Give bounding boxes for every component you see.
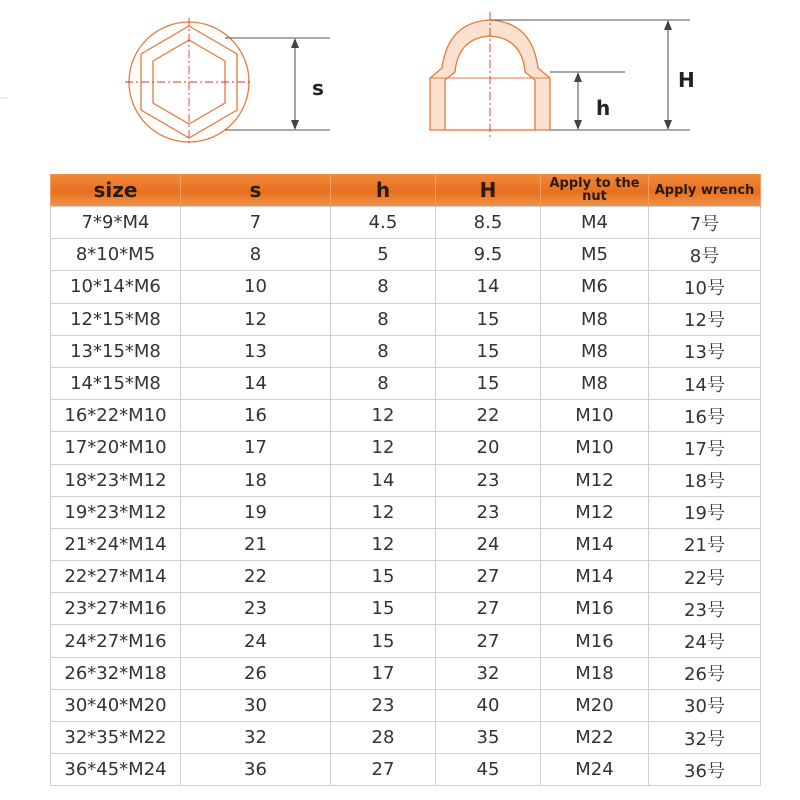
table-row xyxy=(51,496,761,528)
h-cell: 23 xyxy=(331,689,436,721)
nut-cell: M24 xyxy=(541,754,649,786)
h-cell: 15 xyxy=(331,593,436,625)
nut-cell: M8 xyxy=(541,303,649,335)
nut-cell: M10 xyxy=(541,400,649,432)
s-cell: 23 xyxy=(181,593,331,625)
H-cell: 40 xyxy=(436,689,541,721)
table-row xyxy=(51,464,761,496)
table-row xyxy=(51,239,761,271)
h-cell: 8 xyxy=(331,367,436,399)
spec-table xyxy=(50,174,761,786)
h-cell: 28 xyxy=(331,722,436,754)
size-cell: 8*10*M5 xyxy=(51,239,181,271)
table-row xyxy=(51,303,761,335)
H-cell: 15 xyxy=(436,367,541,399)
size-cell: 30*40*M20 xyxy=(51,689,181,721)
s-cell: 16 xyxy=(181,400,331,432)
h-cell: 14 xyxy=(331,464,436,496)
s-cell: 26 xyxy=(181,657,331,689)
wrench-cell: 18号 xyxy=(649,464,761,496)
table-row xyxy=(51,722,761,754)
technical-drawings xyxy=(0,0,800,170)
size-cell: 14*15*M8 xyxy=(51,367,181,399)
H-cell: 27 xyxy=(436,625,541,657)
h-cell: 8 xyxy=(331,271,436,303)
s-cell: 12 xyxy=(181,303,331,335)
table-row xyxy=(51,657,761,689)
table-row xyxy=(51,754,761,786)
nut-cell: M12 xyxy=(541,496,649,528)
size-cell: 23*27*M16 xyxy=(51,593,181,625)
header-size: size xyxy=(51,174,181,207)
header-apply-wrench: Apply wrench xyxy=(649,174,761,207)
table-row xyxy=(51,625,761,657)
dimension-label-h: h xyxy=(596,96,611,120)
header-apply-to-nut: Apply to the nut xyxy=(541,174,649,207)
nut-cell: M10 xyxy=(541,432,649,464)
s-cell: 32 xyxy=(181,722,331,754)
dimension-label-s: s xyxy=(312,76,324,100)
nut-cell: M8 xyxy=(541,335,649,367)
H-cell: 8.5 xyxy=(436,207,541,239)
size-cell: 36*45*M24 xyxy=(51,754,181,786)
table-row xyxy=(51,271,761,303)
H-cell: 22 xyxy=(436,400,541,432)
h-cell: 12 xyxy=(331,496,436,528)
wrench-cell: 17号 xyxy=(649,432,761,464)
table-row xyxy=(51,593,761,625)
H-cell: 35 xyxy=(436,722,541,754)
nut-cell: M16 xyxy=(541,625,649,657)
H-cell: 27 xyxy=(436,593,541,625)
H-cell: 45 xyxy=(436,754,541,786)
nut-cell: M4 xyxy=(541,207,649,239)
s-cell: 17 xyxy=(181,432,331,464)
size-cell: 19*23*M12 xyxy=(51,496,181,528)
s-cell: 22 xyxy=(181,561,331,593)
side-view-drawing xyxy=(430,12,690,140)
nut-cell: M14 xyxy=(541,561,649,593)
H-cell: 9.5 xyxy=(436,239,541,271)
size-cell: 16*22*M10 xyxy=(51,400,181,432)
H-cell: 24 xyxy=(436,528,541,560)
size-cell: 21*24*M14 xyxy=(51,528,181,560)
s-cell: 10 xyxy=(181,271,331,303)
size-cell: 18*23*M12 xyxy=(51,464,181,496)
wrench-cell: 19号 xyxy=(649,496,761,528)
H-cell: 23 xyxy=(436,464,541,496)
nut-cell: M22 xyxy=(541,722,649,754)
s-cell: 24 xyxy=(181,625,331,657)
size-cell: 10*14*M6 xyxy=(51,271,181,303)
wrench-cell: 12号 xyxy=(649,303,761,335)
wrench-cell: 32号 xyxy=(649,722,761,754)
wrench-cell: 30号 xyxy=(649,689,761,721)
s-cell: 8 xyxy=(181,239,331,271)
wrench-cell: 14号 xyxy=(649,367,761,399)
wrench-cell: 13号 xyxy=(649,335,761,367)
size-cell: 22*27*M14 xyxy=(51,561,181,593)
table-row xyxy=(51,400,761,432)
s-cell: 14 xyxy=(181,367,331,399)
wrench-cell: 26号 xyxy=(649,657,761,689)
h-cell: 8 xyxy=(331,303,436,335)
table-row xyxy=(51,689,761,721)
wrench-cell: 36号 xyxy=(649,754,761,786)
s-cell: 13 xyxy=(181,335,331,367)
s-cell: 19 xyxy=(181,496,331,528)
s-cell: 18 xyxy=(181,464,331,496)
size-cell: 26*32*M18 xyxy=(51,657,181,689)
table-row xyxy=(51,367,761,399)
header-s: s xyxy=(181,174,331,207)
top-view-drawing xyxy=(125,18,330,146)
wrench-cell: 23号 xyxy=(649,593,761,625)
h-cell: 15 xyxy=(331,625,436,657)
size-cell: 24*27*M16 xyxy=(51,625,181,657)
wrench-cell: 22号 xyxy=(649,561,761,593)
wrench-cell: 24号 xyxy=(649,625,761,657)
nut-cell: M5 xyxy=(541,239,649,271)
header-H: H xyxy=(436,174,541,207)
nut-cell: M20 xyxy=(541,689,649,721)
size-cell: 32*35*M22 xyxy=(51,722,181,754)
h-cell: 15 xyxy=(331,561,436,593)
wrench-cell: 10号 xyxy=(649,271,761,303)
h-cell: 17 xyxy=(331,657,436,689)
h-cell: 4.5 xyxy=(331,207,436,239)
wrench-cell: 16号 xyxy=(649,400,761,432)
s-cell: 36 xyxy=(181,754,331,786)
H-cell: 14 xyxy=(436,271,541,303)
nut-cell: M14 xyxy=(541,528,649,560)
nut-cell: M18 xyxy=(541,657,649,689)
h-cell: 12 xyxy=(331,400,436,432)
dimension-label-H: H xyxy=(678,68,695,92)
wrench-cell: 21号 xyxy=(649,528,761,560)
table-row xyxy=(51,335,761,367)
s-cell: 21 xyxy=(181,528,331,560)
table-body xyxy=(51,207,761,786)
h-cell: 12 xyxy=(331,528,436,560)
nut-cell: M6 xyxy=(541,271,649,303)
table-row xyxy=(51,528,761,560)
h-cell: 8 xyxy=(331,335,436,367)
s-cell: 30 xyxy=(181,689,331,721)
wrench-cell: 8号 xyxy=(649,239,761,271)
H-cell: 32 xyxy=(436,657,541,689)
H-cell: 27 xyxy=(436,561,541,593)
table-row xyxy=(51,561,761,593)
s-cell: 7 xyxy=(181,207,331,239)
size-cell: 17*20*M10 xyxy=(51,432,181,464)
h-cell: 12 xyxy=(331,432,436,464)
h-cell: 27 xyxy=(331,754,436,786)
wrench-cell: 7号 xyxy=(649,207,761,239)
H-cell: 15 xyxy=(436,303,541,335)
H-cell: 20 xyxy=(436,432,541,464)
H-cell: 15 xyxy=(436,335,541,367)
h-cell: 5 xyxy=(331,239,436,271)
nut-cell: M16 xyxy=(541,593,649,625)
nut-cell: M8 xyxy=(541,367,649,399)
header-h: h xyxy=(331,174,436,207)
size-cell: 7*9*M4 xyxy=(51,207,181,239)
table-row xyxy=(51,207,761,239)
size-cell: 12*15*M8 xyxy=(51,303,181,335)
table-row xyxy=(51,432,761,464)
nut-cell: M12 xyxy=(541,464,649,496)
table-header-row xyxy=(51,174,761,207)
H-cell: 23 xyxy=(436,496,541,528)
size-cell: 13*15*M8 xyxy=(51,335,181,367)
